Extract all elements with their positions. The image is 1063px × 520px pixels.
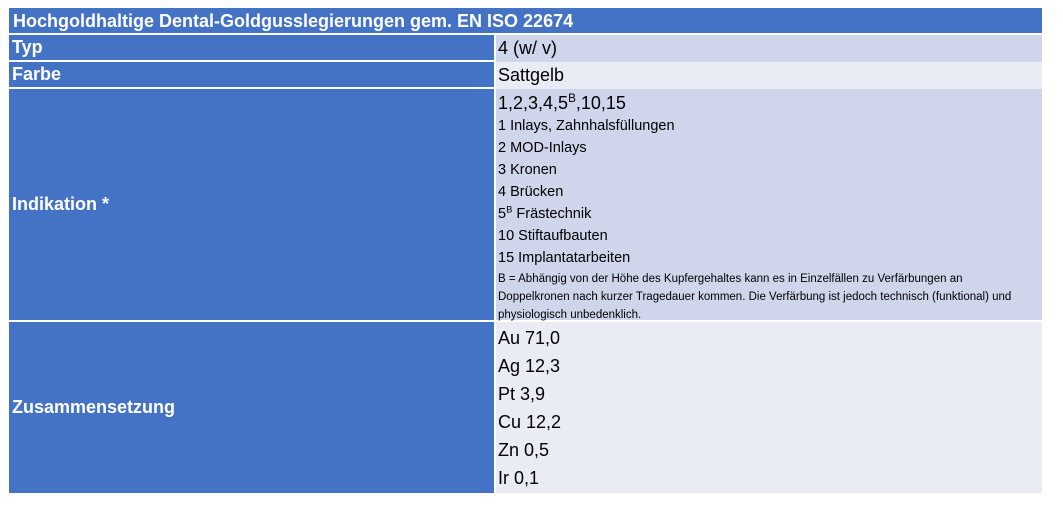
composition-item: Au 71,0 [498, 328, 561, 348]
label-typ: Typ [9, 35, 496, 60]
indication-footnote: B = Abhängig von der Höhe des Kupfergehaltes kann es in Einzelfällen zu Verfärbungen an Doppelkronen nach kurzer Tragedauer kommen. Die Verfärbung ist jedoch technisch (funktional) und physiologisch unbedenklich. [498, 273, 1012, 321]
value-indikation [496, 89, 1042, 320]
label-indikation: Indikation * [9, 89, 496, 320]
alloy-spec-table [9, 8, 1042, 495]
table-title: Hochgoldhaltige Dental-Goldgusslegierungen gem. EN ISO 22674 [9, 8, 1042, 35]
composition-item: Cu 12,2 [498, 412, 562, 432]
composition-item: Ag 12,3 [498, 356, 561, 376]
indication-item: 15 Implantatarbeiten [498, 250, 631, 266]
indication-summary: $1,2,3,4,5^B,10,15$ [498, 91, 626, 113]
label-farbe: Farbe [9, 62, 496, 87]
value-typ: 4 (w/ v) [496, 35, 1042, 62]
indication-item: 3 Kronen [498, 162, 557, 178]
row-farbe [9, 62, 1042, 89]
label-zusammensetzung: Zusammensetzung [9, 322, 496, 493]
composition-item: Pt 3,9 [498, 384, 546, 404]
composition-item: Zn 0,5 [498, 440, 550, 460]
value-farbe: Sattgelb [496, 62, 1042, 89]
row-typ [9, 35, 1042, 62]
indication-item: 2 MOD-Inlays [498, 140, 587, 156]
indication-item: 10 Stiftaufbauten [498, 228, 608, 244]
indication-item: 4 Brücken [498, 184, 564, 200]
value-zusammensetzung [496, 322, 1042, 493]
indication-item: $5^B$ Frästechnik [498, 203, 592, 222]
row-indikation [9, 89, 1042, 322]
row-zusammensetzung [9, 322, 1042, 495]
indication-list [498, 115, 1042, 269]
indication-item: 1 Inlays, Zahnhalsfüllungen [498, 118, 675, 134]
composition-item: Ir 0,1 [498, 468, 540, 488]
